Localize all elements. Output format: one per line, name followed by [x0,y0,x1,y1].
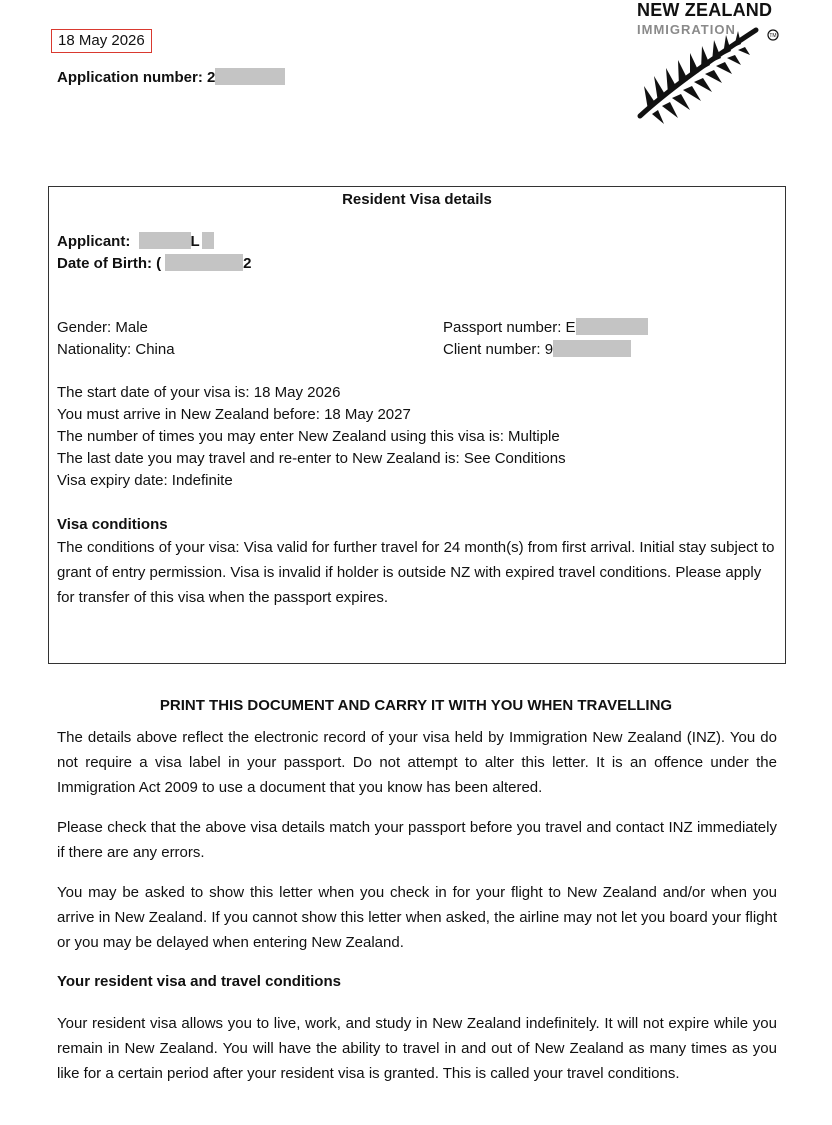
dob-label: Date of Birth: ( [57,255,162,272]
passport-number-label: Passport number: E [443,319,576,336]
number-of-entries: The number of times you may enter New Zealand using this visa is: Multiple [57,428,560,445]
application-number-label: Application number: 2 [57,69,216,86]
passport-number-field [443,317,648,339]
visa-conditions-heading: Visa conditions [57,516,168,533]
redaction-block [139,232,191,249]
travel-conditions-heading: Your resident visa and travel conditions [57,973,341,990]
visa-start-date: The start date of your visa is: 18 May 2026 [57,384,341,401]
resident-visa-details-box [48,186,786,664]
visa-expiry-date: Visa expiry date: Indefinite [57,472,233,489]
last-travel-date: The last date you may travel and re-enter to New Zealand is: See Conditions [57,450,566,467]
logo-line-2: IMMIGRATION [637,22,736,37]
applicant-visible-char: L [190,233,200,250]
nz-immigration-logo [634,0,784,176]
paragraph-electronic-record: The details above reflect the electronic record of your visa held by Immigration New Zealand (INZ). You do not require a visa label in your passport. Do not attempt to alter this letter. It is an offence under the Immigration Act 2009 to use a document that you know has been altered. [57,729,777,796]
paragraph-check-details: Please check that the above visa details match your passport before you travel and contact INZ immediately if there are any errors. [57,819,777,861]
client-number-label: Client number: 9 [443,341,554,358]
visa-box-title: Resident Visa details [342,191,492,208]
application-number [57,68,285,88]
visa-conditions-text: The conditions of your visa: Visa valid for further travel for 24 month(s) from first arrival. Initial stay subject to grant of entry permission. Visa is invalid if holder is outside NZ with expired travel conditions. Please apply for transfer of this visa when the passport expires. [57,539,775,606]
dob-tail: 2 [243,255,252,272]
redaction-block [202,232,214,249]
applicant-label: Applicant: [57,233,131,250]
trademark-symbol: TM [769,33,777,39]
arrive-before-date: You must arrive in New Zealand before: 18 May 2027 [57,406,411,423]
redaction-block [576,318,648,335]
logo-line-1: NEW ZEALAND [637,0,773,20]
print-instruction-heading: PRINT THIS DOCUMENT AND CARRY IT WITH YOU WHEN TRAVELLING [159,697,673,714]
silver-fern-icon [634,24,784,134]
dob-line [57,253,252,275]
nationality-field: Nationality: China [57,341,175,358]
client-number-field [443,339,631,361]
gender-field: Gender: Male [57,319,148,336]
redaction-block [215,68,285,85]
redaction-block [165,254,243,271]
applicant-line [57,231,214,253]
paragraph-resident-visa: Your resident visa allows you to live, work, and study in New Zealand indefinitely. It will not expire while you remain in New Zealand. You will have the ability to travel in and out of New Zealand as many times as you like for a certain period after your resident visa is granted. This is called your travel conditions. [57,1015,777,1082]
letter-date: 18 May 2026 [51,29,152,53]
paragraph-show-letter: You may be asked to show this letter when you check in for your flight to New Zealand and/or when you arrive in New Zealand. If you cannot show this letter when asked, the airline may not let you board your flight or you may be delayed when entering New Zealand. [57,884,777,951]
redaction-block [553,340,631,357]
